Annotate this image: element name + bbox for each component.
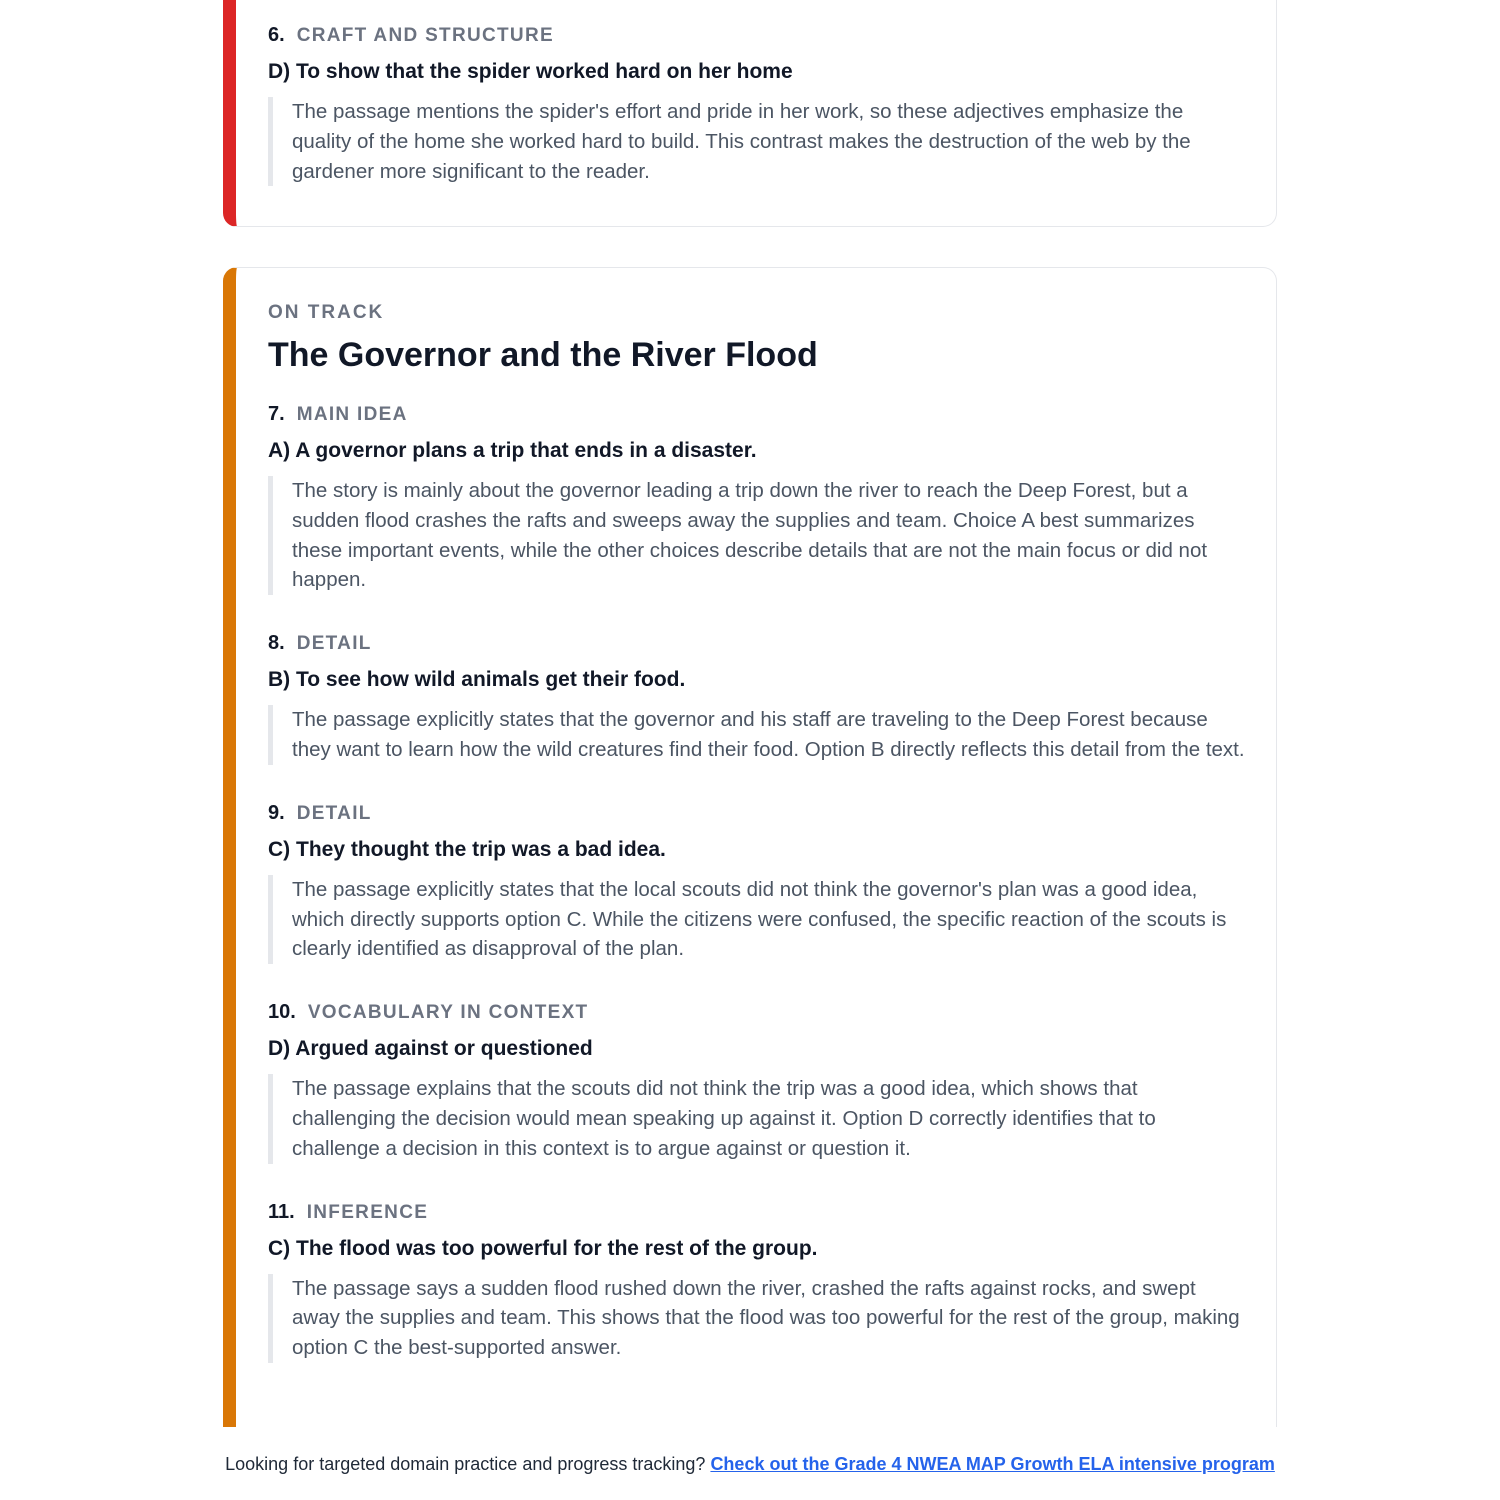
answer-explanation: The passage explicitly states that the governor and his staff are traveling to the Deep Forest because they want to learn how the wild creatures find their food. Option B directly reflects this detail from the text. xyxy=(268,705,1246,765)
question-item xyxy=(268,21,1246,186)
question-item xyxy=(268,1198,1246,1363)
question-item xyxy=(268,998,1246,1163)
question-item xyxy=(268,400,1246,595)
question-header xyxy=(268,21,1246,49)
question-number: 10. xyxy=(268,1001,296,1024)
answer-explanation: The passage explains that the scouts did not think the trip was a good idea, which shows that challenging the decision would mean speaking up against it. Option D correctly identifies that to challenge a decision in this context is to argue against or question it. xyxy=(268,1074,1246,1163)
answer-explanation: The passage mentions the spider's effort and pride in her work, so these adjectives emphasize the quality of the home she worked hard to build. This contrast makes the destruction of the web by the gardener more significant to the reader. xyxy=(268,97,1246,186)
answer-explanation: The passage says a sudden flood rushed down the river, crashed the rafts against rocks, and swept away the supplies and team. This shows that the flood was too powerful for the rest of the group, making option C the best-supported answer. xyxy=(268,1274,1246,1363)
question-header xyxy=(268,629,1246,657)
question-category: CRAFT AND STRUCTURE xyxy=(296,25,554,46)
correct-answer: B) To see how wild animals get their food. xyxy=(268,668,686,692)
question-category: MAIN IDEA xyxy=(296,404,408,425)
correct-answer: D) Argued against or questioned xyxy=(268,1037,593,1061)
question-header xyxy=(268,799,1246,827)
question-number: 11. xyxy=(268,1200,295,1223)
question-item xyxy=(268,799,1246,964)
question-category: INFERENCE xyxy=(306,1201,429,1223)
question-number: 7. xyxy=(268,403,285,425)
footer-prompt: Looking for targeted domain practice and progress tracking? xyxy=(225,1454,706,1474)
correct-answer: C) They thought the trip was a bad idea. xyxy=(268,837,666,861)
answer-explanation: The passage explicitly states that the local scouts did not think the governor's plan was a good idea, which directly supports option C. While the citizens were confused, the specific reaction of the scouts is clearly identified as disapproval of the plan. xyxy=(268,875,1246,964)
question-number: 8. xyxy=(268,632,285,655)
question-header xyxy=(268,998,1246,1026)
passage-title: The Governor and the River Flood xyxy=(268,336,818,374)
footer-cta xyxy=(0,1450,1500,1478)
question-category: DETAIL xyxy=(296,633,372,655)
card-content xyxy=(268,21,1246,220)
result-card-on-track xyxy=(223,267,1277,1427)
answer-explanation: The story is mainly about the governor leading a trip down the river to reach the Deep Forest, but a sudden flood crashes the rafts and sweeps away the supplies and team. Choice A best summarizes these important events, while the other choices describe details that are not the main focus or did not happen. xyxy=(268,476,1246,595)
question-header xyxy=(268,1198,1246,1226)
question-number: 9. xyxy=(268,801,285,824)
result-card-needs-work xyxy=(223,0,1277,227)
question-item xyxy=(268,629,1246,765)
correct-answer: D) To show that the spider worked hard on her home xyxy=(268,60,793,83)
correct-answer: C) The flood was too powerful for the rest of the group. xyxy=(268,1236,818,1260)
correct-answer: A) A governor plans a trip that ends in a disaster. xyxy=(268,439,757,462)
status-label: ON TRACK xyxy=(268,302,385,323)
card-content xyxy=(268,299,1246,1397)
question-header xyxy=(268,400,1246,428)
question-category: DETAIL xyxy=(296,802,372,824)
question-category: VOCABULARY IN CONTEXT xyxy=(307,1002,589,1024)
question-number: 6. xyxy=(268,24,285,46)
program-link[interactable]: Check out the Grade 4 NWEA MAP Growth ELA intensive program xyxy=(710,1454,1275,1474)
